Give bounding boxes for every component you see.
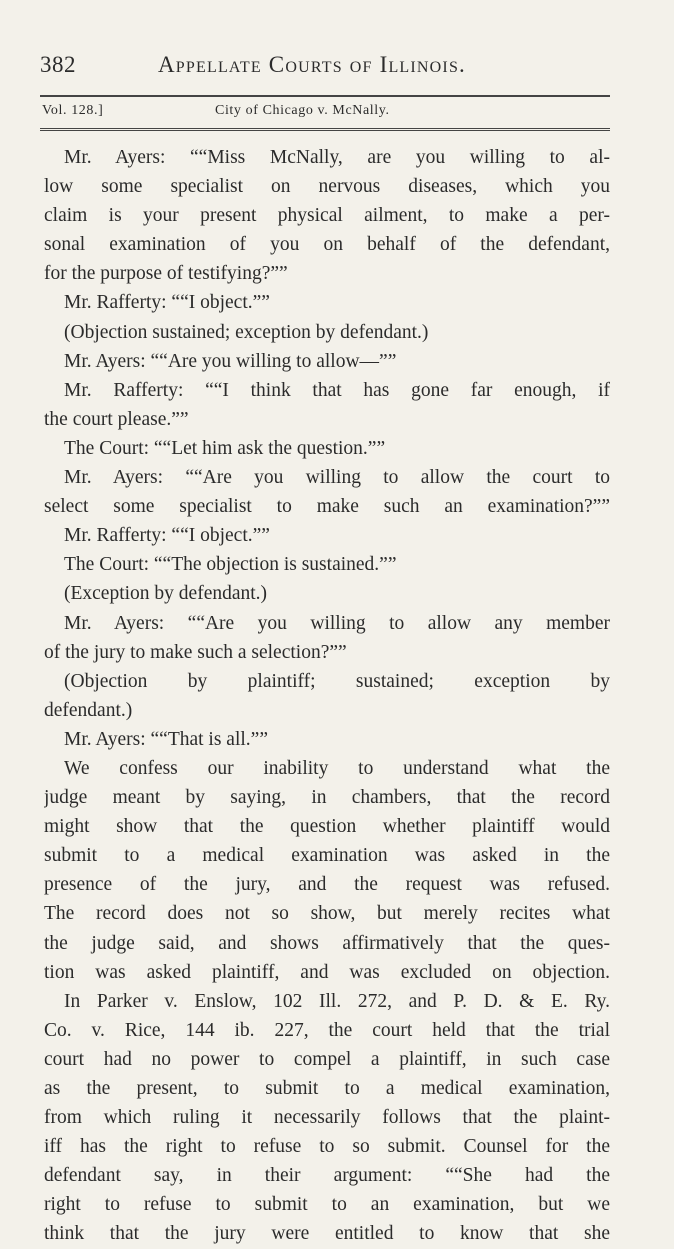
text-line: Co. v. Rice, 144 ib. 227, the court held that the trial bbox=[44, 1019, 610, 1041]
text-line: as the present, to submit to a medical examination, bbox=[44, 1078, 610, 1099]
text-line: Mr. Rafferty: ““I think that has gone far enough, if bbox=[64, 379, 610, 401]
volume-label: Vol. 128.] bbox=[42, 103, 104, 118]
text-line: think that the jury were entitled to know that she bbox=[44, 1223, 610, 1245]
text-line: the court please.”” bbox=[44, 408, 189, 430]
text-line: defendant say, in their argument: ““She had the bbox=[44, 1165, 610, 1187]
text-line: The Court: ““The objection is sustained.”” bbox=[64, 554, 397, 576]
page-number: 382 bbox=[40, 52, 76, 77]
text-line: Mr. Ayers: ““Are you willing to allow—”” bbox=[64, 350, 397, 372]
text-line: defendant.) bbox=[44, 699, 133, 721]
text-line: from which ruling it necessarily follows that the plaint- bbox=[44, 1107, 610, 1129]
text-line: sonal examination of you on behalf of the defendant, bbox=[44, 234, 610, 256]
text-line: tion was asked plaintiff, and was excluded on objection. bbox=[44, 961, 610, 983]
text-line: right to refuse to submit to an examination, but we bbox=[44, 1194, 610, 1216]
text-line: (Objection sustained; exception by defendant.) bbox=[64, 321, 429, 343]
text-line: court had no power to compel a plaintiff, in such case bbox=[44, 1048, 610, 1070]
text-line: In Parker v. Enslow, 102 Ill. 272, and P. D. & E. Ry. bbox=[64, 990, 610, 1012]
text-line: select some specialist to make such an examination?”” bbox=[44, 496, 610, 518]
body-text bbox=[44, 143, 610, 1249]
page-header bbox=[40, 52, 610, 86]
running-title: Appellate Courts of Illinois. bbox=[158, 52, 467, 77]
text-line: presence of the jury, and the request was refused. bbox=[44, 874, 610, 896]
case-subheader bbox=[42, 103, 610, 125]
text-line: (Exception by defendant.) bbox=[64, 583, 268, 605]
text-line: The Court: ““Let him ask the question.”” bbox=[64, 437, 386, 459]
text-line: Mr. Rafferty: ““I object.”” bbox=[64, 525, 270, 547]
text-line: We confess our inability to understand what the bbox=[64, 757, 610, 779]
text-line: might show that the question whether plaintiff would bbox=[44, 816, 610, 838]
text-line: Mr. Ayers: ““Are you willing to allow any member bbox=[64, 612, 610, 634]
subheader-rule bbox=[40, 128, 610, 131]
text-line: judge meant by saying, in chambers, that the record bbox=[44, 787, 610, 809]
text-line: of the jury to make such a selection?”” bbox=[44, 641, 347, 663]
text-line: for the purpose of testifying?”” bbox=[44, 263, 288, 285]
text-line: low some specialist on nervous diseases, which you bbox=[44, 176, 610, 198]
text-line: iff has the right to refuse to so submit. Counsel for the bbox=[44, 1136, 610, 1158]
text-line: Mr. Ayers: ““Are you willing to allow the court to bbox=[64, 467, 610, 489]
text-line: the judge said, and shows affirmatively that the ques- bbox=[44, 932, 610, 954]
text-line: claim is your present physical ailment, to make a per- bbox=[44, 205, 610, 227]
text-line: submit to a medical examination was asked in the bbox=[44, 845, 610, 867]
text-line: The record does not so show, but merely recites what bbox=[44, 903, 610, 925]
case-name: City of Chicago v. McNally. bbox=[215, 103, 390, 118]
header-rule bbox=[40, 95, 610, 97]
text-line: Mr. Ayers: ““Miss McNally, are you willing to al- bbox=[64, 147, 610, 168]
text-line: Mr. Rafferty: ““I object.”” bbox=[64, 292, 270, 314]
text-line: (Objection by plaintiff; sustained; exception by bbox=[64, 670, 610, 692]
text-line: Mr. Ayers: ““That is all.”” bbox=[64, 728, 268, 750]
